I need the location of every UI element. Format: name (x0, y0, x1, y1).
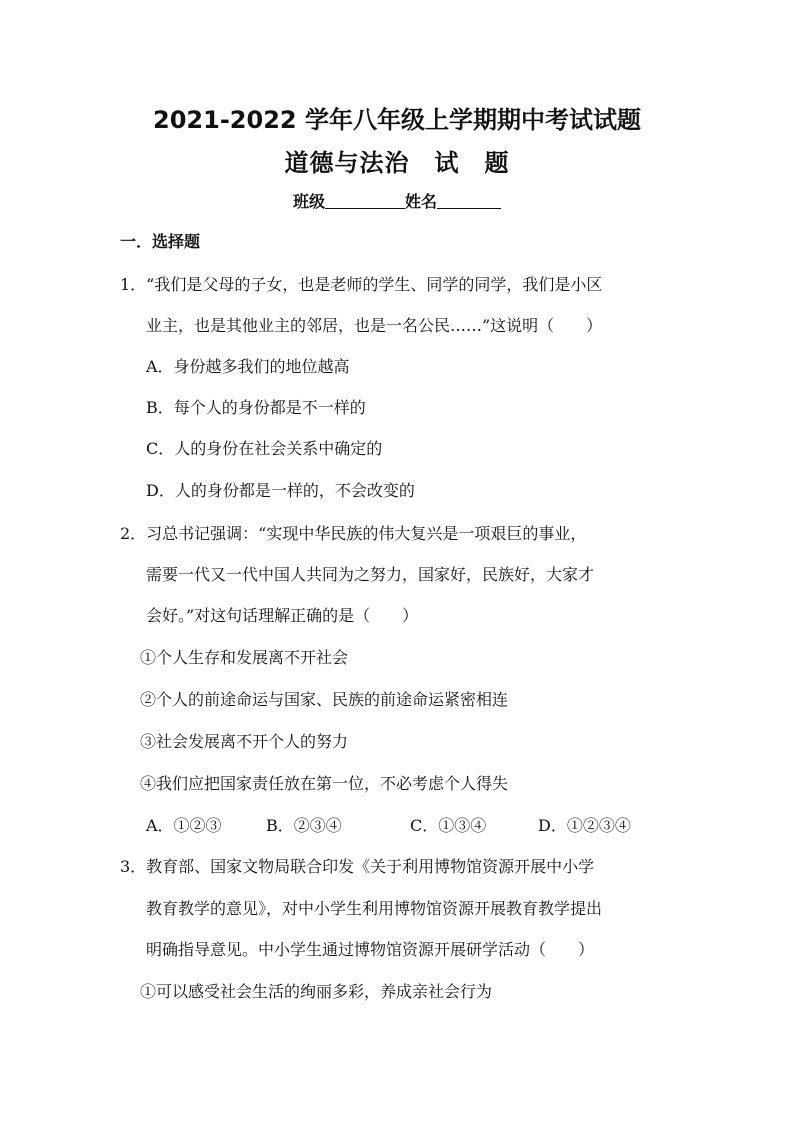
q2-choice-a: A．①②③ (146, 816, 222, 835)
name-label: 姓名 (405, 192, 438, 211)
q3-stem-line3: 明确指导意见。中小学生通过博物馆资源开展研学活动（ ） (146, 940, 595, 959)
q2-statement-1: ①个人生存和发展离不开社会 (140, 648, 349, 667)
q1-option-b: B．每个人的身份都是不一样的 (146, 398, 366, 417)
q1-stem-line1: 1．“我们是父母的子女，也是老师的学生、同学的同学，我们是小区 (120, 275, 603, 294)
q3-statement-1: ①可以感受社会生活的绚丽多彩，养成亲社会行为 (140, 982, 493, 1001)
q2-statement-3: ③社会发展离不开个人的努力 (140, 732, 349, 751)
q1-stem-line2: 业主，也是其他业主的邻居，也是一名公民……”这说明（ ） (146, 316, 603, 335)
q2-stem-line2: 需要一代又一代中国人共同为之努力，国家好，民族好，大家才 (146, 565, 595, 584)
q2-choice-b: B．②③④ (266, 816, 342, 835)
q2-stem-line1: 2．习总书记强调：“实现中华民族的伟大复兴是一项艰巨的事业， (120, 524, 587, 543)
class-label: 班级 (292, 192, 325, 211)
q2-statement-2: ②个人的前途命运与国家、民族的前途命运紧密相连 (140, 690, 509, 709)
q3-stem-line2: 教育教学的意见》，对中小学生利用博物馆资源开展教育教学提出 (146, 899, 603, 918)
q1-option-d: D．人的身份都是一样的，不会改变的 (146, 481, 415, 500)
q2-choice-d: D．①②③④ (538, 816, 631, 835)
exam-subtitle: 道德与法治 试 题 (284, 149, 510, 177)
name-blank[interactable] (437, 192, 501, 209)
q2-choice-c: C．①③④ (410, 816, 487, 835)
class-blank[interactable] (325, 192, 405, 209)
q1-option-c: C．人的身份在社会关系中确定的 (146, 439, 383, 458)
exam-title: 2021-2022 学年八年级上学期期中考试试题 (153, 106, 641, 134)
q2-choices (146, 816, 631, 836)
q2-statement-4: ④我们应把国家责任放在第一位，不必考虑个人得失 (140, 774, 509, 793)
student-info-row (0, 189, 794, 212)
q3-stem-line1: 3．教育部、国家文物局联合印发《关于利用博物馆资源开展中小学 (120, 857, 595, 876)
q1-option-a: A．身份越多我们的地位越高 (146, 357, 350, 376)
q2-stem-line3: 会好。”对这句话理解正确的是（ ） (146, 606, 419, 625)
section-heading: 一．选择题 (120, 232, 201, 251)
